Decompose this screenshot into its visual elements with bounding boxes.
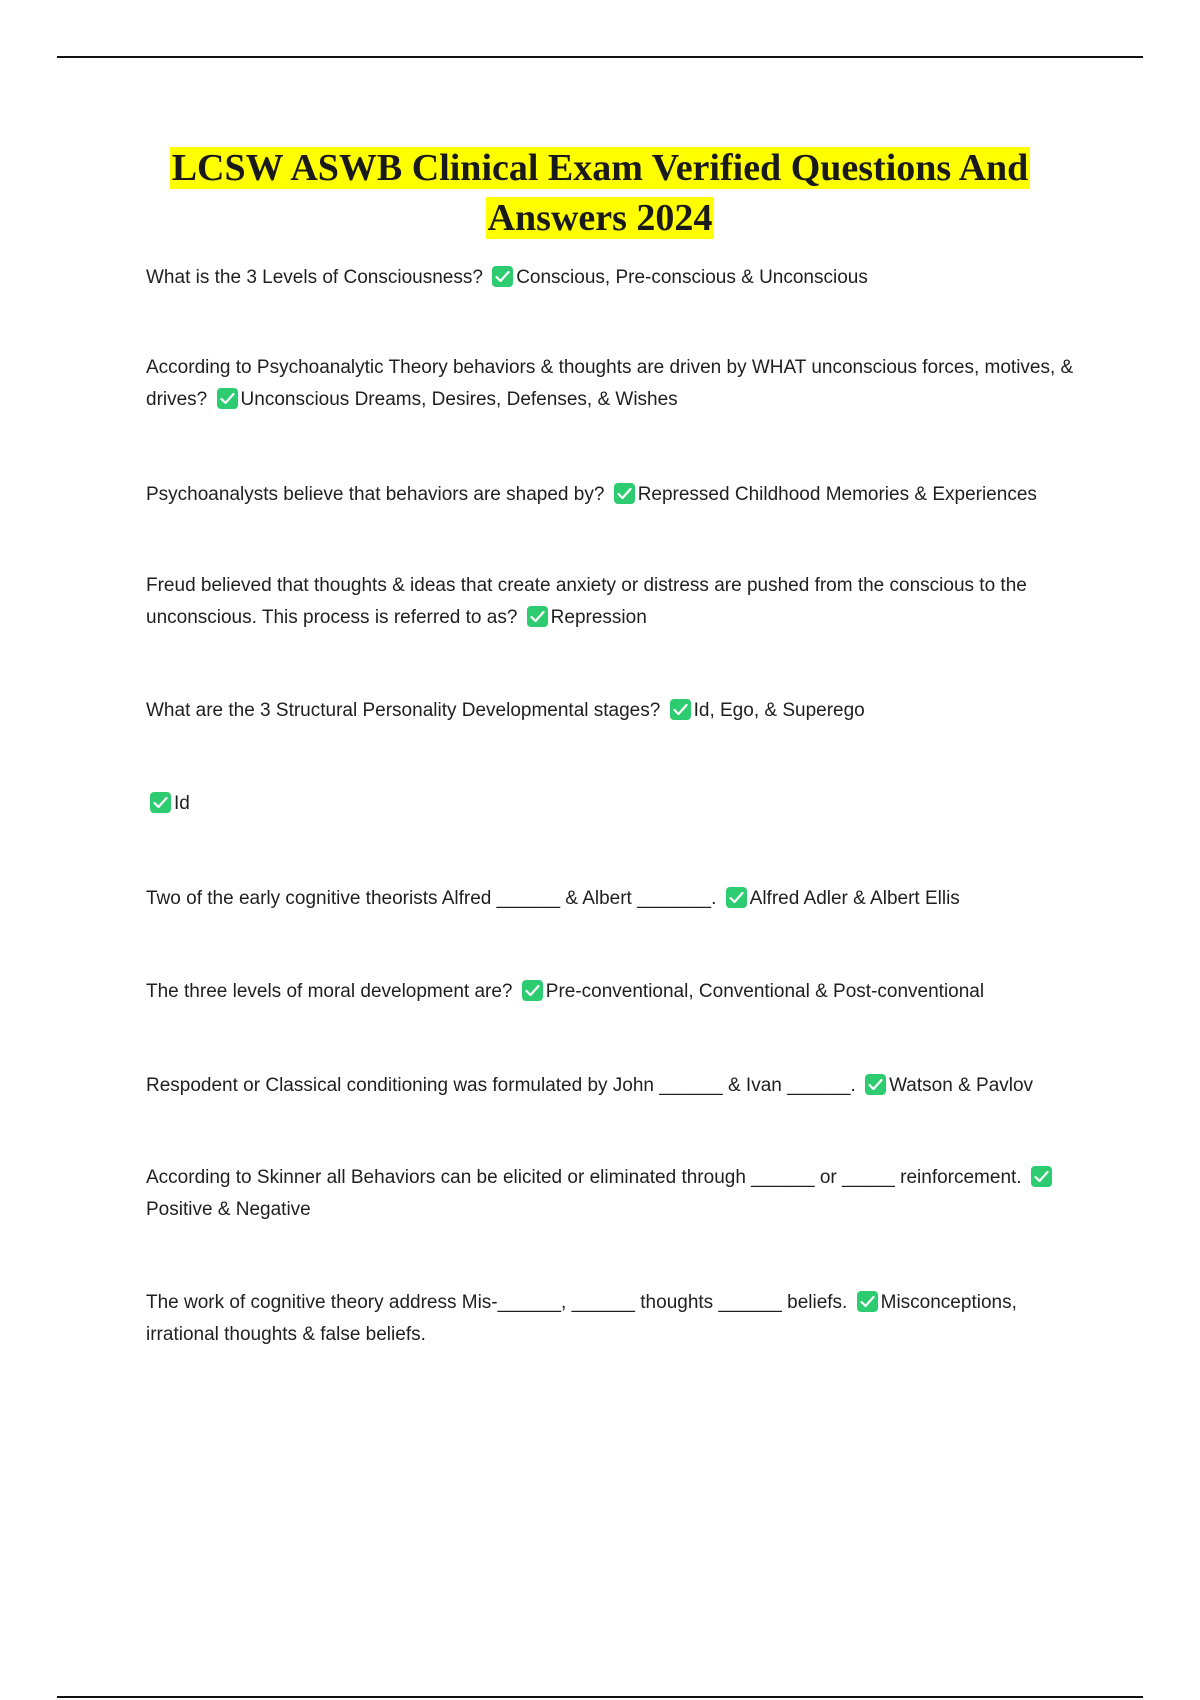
check-icon xyxy=(1031,1166,1052,1187)
qa-item-11 xyxy=(146,1287,1086,1351)
check-icon xyxy=(527,606,548,627)
answer-text: Conscious, Pre-conscious & Unconscious xyxy=(516,267,868,288)
question-text: What are the 3 Structural Personality Developmental stages? xyxy=(146,700,661,721)
title-line-2: Answers 2024 xyxy=(487,197,713,239)
qa-item-3 xyxy=(146,479,1086,511)
qa-item-4 xyxy=(146,570,1086,634)
check-icon xyxy=(857,1291,878,1312)
title-line-1: LCSW ASWB Clinical Exam Verified Questions And xyxy=(171,147,1029,189)
answer-text: Misconceptions, irrational thoughts & false beliefs. xyxy=(146,1292,1017,1345)
check-icon xyxy=(670,699,691,720)
answer-text: Id xyxy=(174,793,190,814)
bottom-rule xyxy=(57,1696,1143,1698)
check-icon xyxy=(217,388,238,409)
question-text: Freud believed that thoughts & ideas that create anxiety or distress are pushed from the conscious to the unconscious. This process is referred to as? xyxy=(146,575,1027,628)
question-text: Psychoanalysts believe that behaviors are shaped by? xyxy=(146,484,605,505)
answer-text: Alfred Adler & Albert Ellis xyxy=(749,888,960,909)
check-icon xyxy=(614,483,635,504)
qa-item-2 xyxy=(146,352,1086,416)
check-icon xyxy=(150,792,171,813)
answer-text: Repressed Childhood Memories & Experiences xyxy=(637,484,1037,505)
answer-text: Id, Ego, & Superego xyxy=(693,700,865,721)
question-text: The three levels of moral development are? xyxy=(146,981,513,1002)
answer-text: Unconscious Dreams, Desires, Defenses, & Wishes xyxy=(240,389,678,410)
question-text: What is the 3 Levels of Consciousness? xyxy=(146,267,483,288)
check-icon xyxy=(865,1074,886,1095)
qa-item-1 xyxy=(146,262,1086,294)
answer-text: Positive & Negative xyxy=(146,1199,311,1220)
answer-text: Repression xyxy=(550,607,647,628)
top-rule xyxy=(57,56,1143,58)
qa-item-5 xyxy=(146,695,1086,727)
question-text: Two of the early cognitive theorists Alfred ______ & Albert _______. xyxy=(146,888,717,909)
qa-item-8 xyxy=(146,976,1086,1008)
question-text: According to Psychoanalytic Theory behaviors & thoughts are driven by WHAT unconscious forces, motives, & drives? xyxy=(146,357,1074,410)
check-icon xyxy=(492,266,513,287)
qa-item-6 xyxy=(150,788,1090,820)
document-title xyxy=(100,143,1100,243)
qa-item-9 xyxy=(146,1070,1086,1102)
question-text: According to Skinner all Behaviors can be elicited or eliminated through ______ or _____ reinforcement. xyxy=(146,1167,1022,1188)
answer-text: Pre-conventional, Conventional & Post-conventional xyxy=(545,981,985,1002)
answer-text: Watson & Pavlov xyxy=(889,1075,1034,1096)
qa-item-10 xyxy=(146,1162,1086,1226)
question-text: Respodent or Classical conditioning was formulated by John ______ & Ivan ______. xyxy=(146,1075,856,1096)
qa-item-7 xyxy=(146,883,1086,915)
question-text: The work of cognitive theory address Mis-______, ______ thoughts ______ beliefs. xyxy=(146,1292,848,1313)
check-icon xyxy=(726,887,747,908)
check-icon xyxy=(522,980,543,1001)
